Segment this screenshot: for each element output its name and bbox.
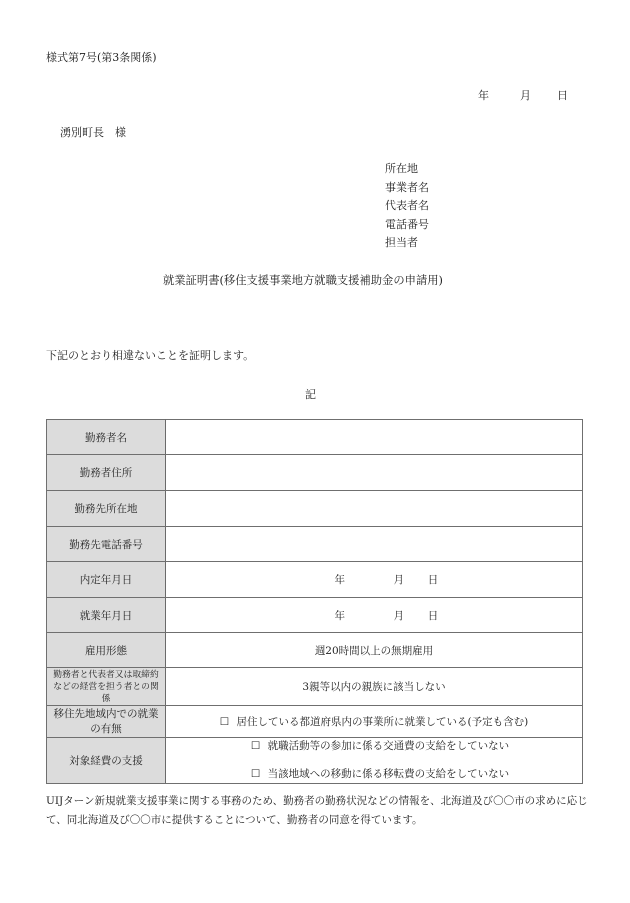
issuer-phone-label: 電話番号 (385, 217, 429, 231)
table-row (47, 738, 583, 784)
offer-date-year: 年 (334, 574, 345, 586)
row-label: 就業年月日 (47, 598, 166, 633)
workplace-address-field[interactable] (166, 491, 583, 527)
checkbox-icon[interactable]: ☐ (219, 715, 230, 728)
issue-date-month: 月 (520, 89, 531, 102)
table-row (47, 598, 583, 633)
row-label: 勤務者住所 (47, 455, 166, 491)
issuer-representative-label: 代表者名 (385, 199, 429, 212)
transport-cost-text: 就職活動等の参加に係る交通費の支給をしていない (267, 740, 510, 752)
row-label: 勤務者名 (47, 420, 166, 455)
table-row (47, 491, 583, 527)
row-label: 勤務者と代表者又は取締約などの経営を担う者との関係 (47, 668, 166, 706)
local-employment-text: 居住している都道府県内の事業所に就業している(予定も含む) (236, 715, 529, 728)
row-label: 内定年月日 (47, 562, 166, 598)
table-row (47, 706, 583, 738)
relationship-value: 3親等以内の親族に該当しない (166, 668, 583, 706)
intro-text: 下記のとおり相違ないことを証明します。 (46, 349, 255, 362)
offer-date-month: 月 (393, 574, 404, 586)
employment-date-day: 日 (427, 609, 439, 622)
employment-date-year: 年 (334, 609, 345, 622)
offer-date-day: 日 (427, 574, 439, 586)
issuer-address-label: 所在地 (385, 162, 418, 175)
table-row (47, 633, 583, 668)
expense-support-options (166, 738, 583, 784)
workplace-phone-field[interactable] (166, 527, 583, 562)
addressee: 湧別町長 様 (60, 126, 126, 139)
table-row (47, 668, 583, 706)
table-row (47, 562, 583, 598)
offer-date-field[interactable] (166, 562, 583, 598)
row-label: 移住先地域内での就業の有無 (47, 706, 166, 738)
form-number: 様式第7号(第3条関係) (46, 51, 157, 64)
issue-date (478, 87, 568, 103)
row-label: 雇用形態 (47, 633, 166, 668)
table-row (47, 420, 583, 455)
ki-heading: 記 (305, 388, 316, 401)
row-label: 勤務先所在地 (47, 491, 166, 527)
worker-address-field[interactable] (166, 455, 583, 491)
issuer-contact-label: 担当者 (385, 236, 418, 249)
certificate-table (46, 419, 583, 784)
checkbox-icon[interactable]: ☐ (250, 740, 261, 752)
consent-note: UIJターン新規就業支援事業に関する事務のため、勤務者の勤務状況などの情報を、北海道及び〇〇市の求めに応じて、同北海道及び〇〇市に提供することについて、勤務者の同意を得ています。 (46, 795, 588, 826)
issue-date-year: 年 (478, 89, 489, 102)
transport-cost-option[interactable] (166, 738, 582, 755)
row-label: 勤務先電話番号 (47, 527, 166, 562)
relocation-cost-option[interactable] (166, 766, 582, 783)
checkbox-icon[interactable]: ☐ (250, 768, 261, 780)
local-employment-option[interactable] (166, 706, 583, 738)
table-row (47, 527, 583, 562)
employment-date-month: 月 (393, 609, 404, 622)
document-title: 就業証明書(移住支援事業地方就職支援補助金の申請用) (163, 274, 443, 287)
employment-type-value: 週20時間以上の無期雇用 (166, 633, 583, 668)
row-label: 対象経費の支援 (47, 738, 166, 784)
table-row (47, 455, 583, 491)
issuer-company-label: 事業者名 (385, 180, 429, 194)
worker-name-field[interactable] (166, 420, 583, 455)
issuer-block (385, 160, 429, 253)
issue-date-day: 日 (557, 89, 568, 102)
relocation-cost-text: 当該地域への移動に係る移転費の支給をしていない (267, 768, 510, 780)
employment-date-field[interactable] (166, 598, 583, 633)
